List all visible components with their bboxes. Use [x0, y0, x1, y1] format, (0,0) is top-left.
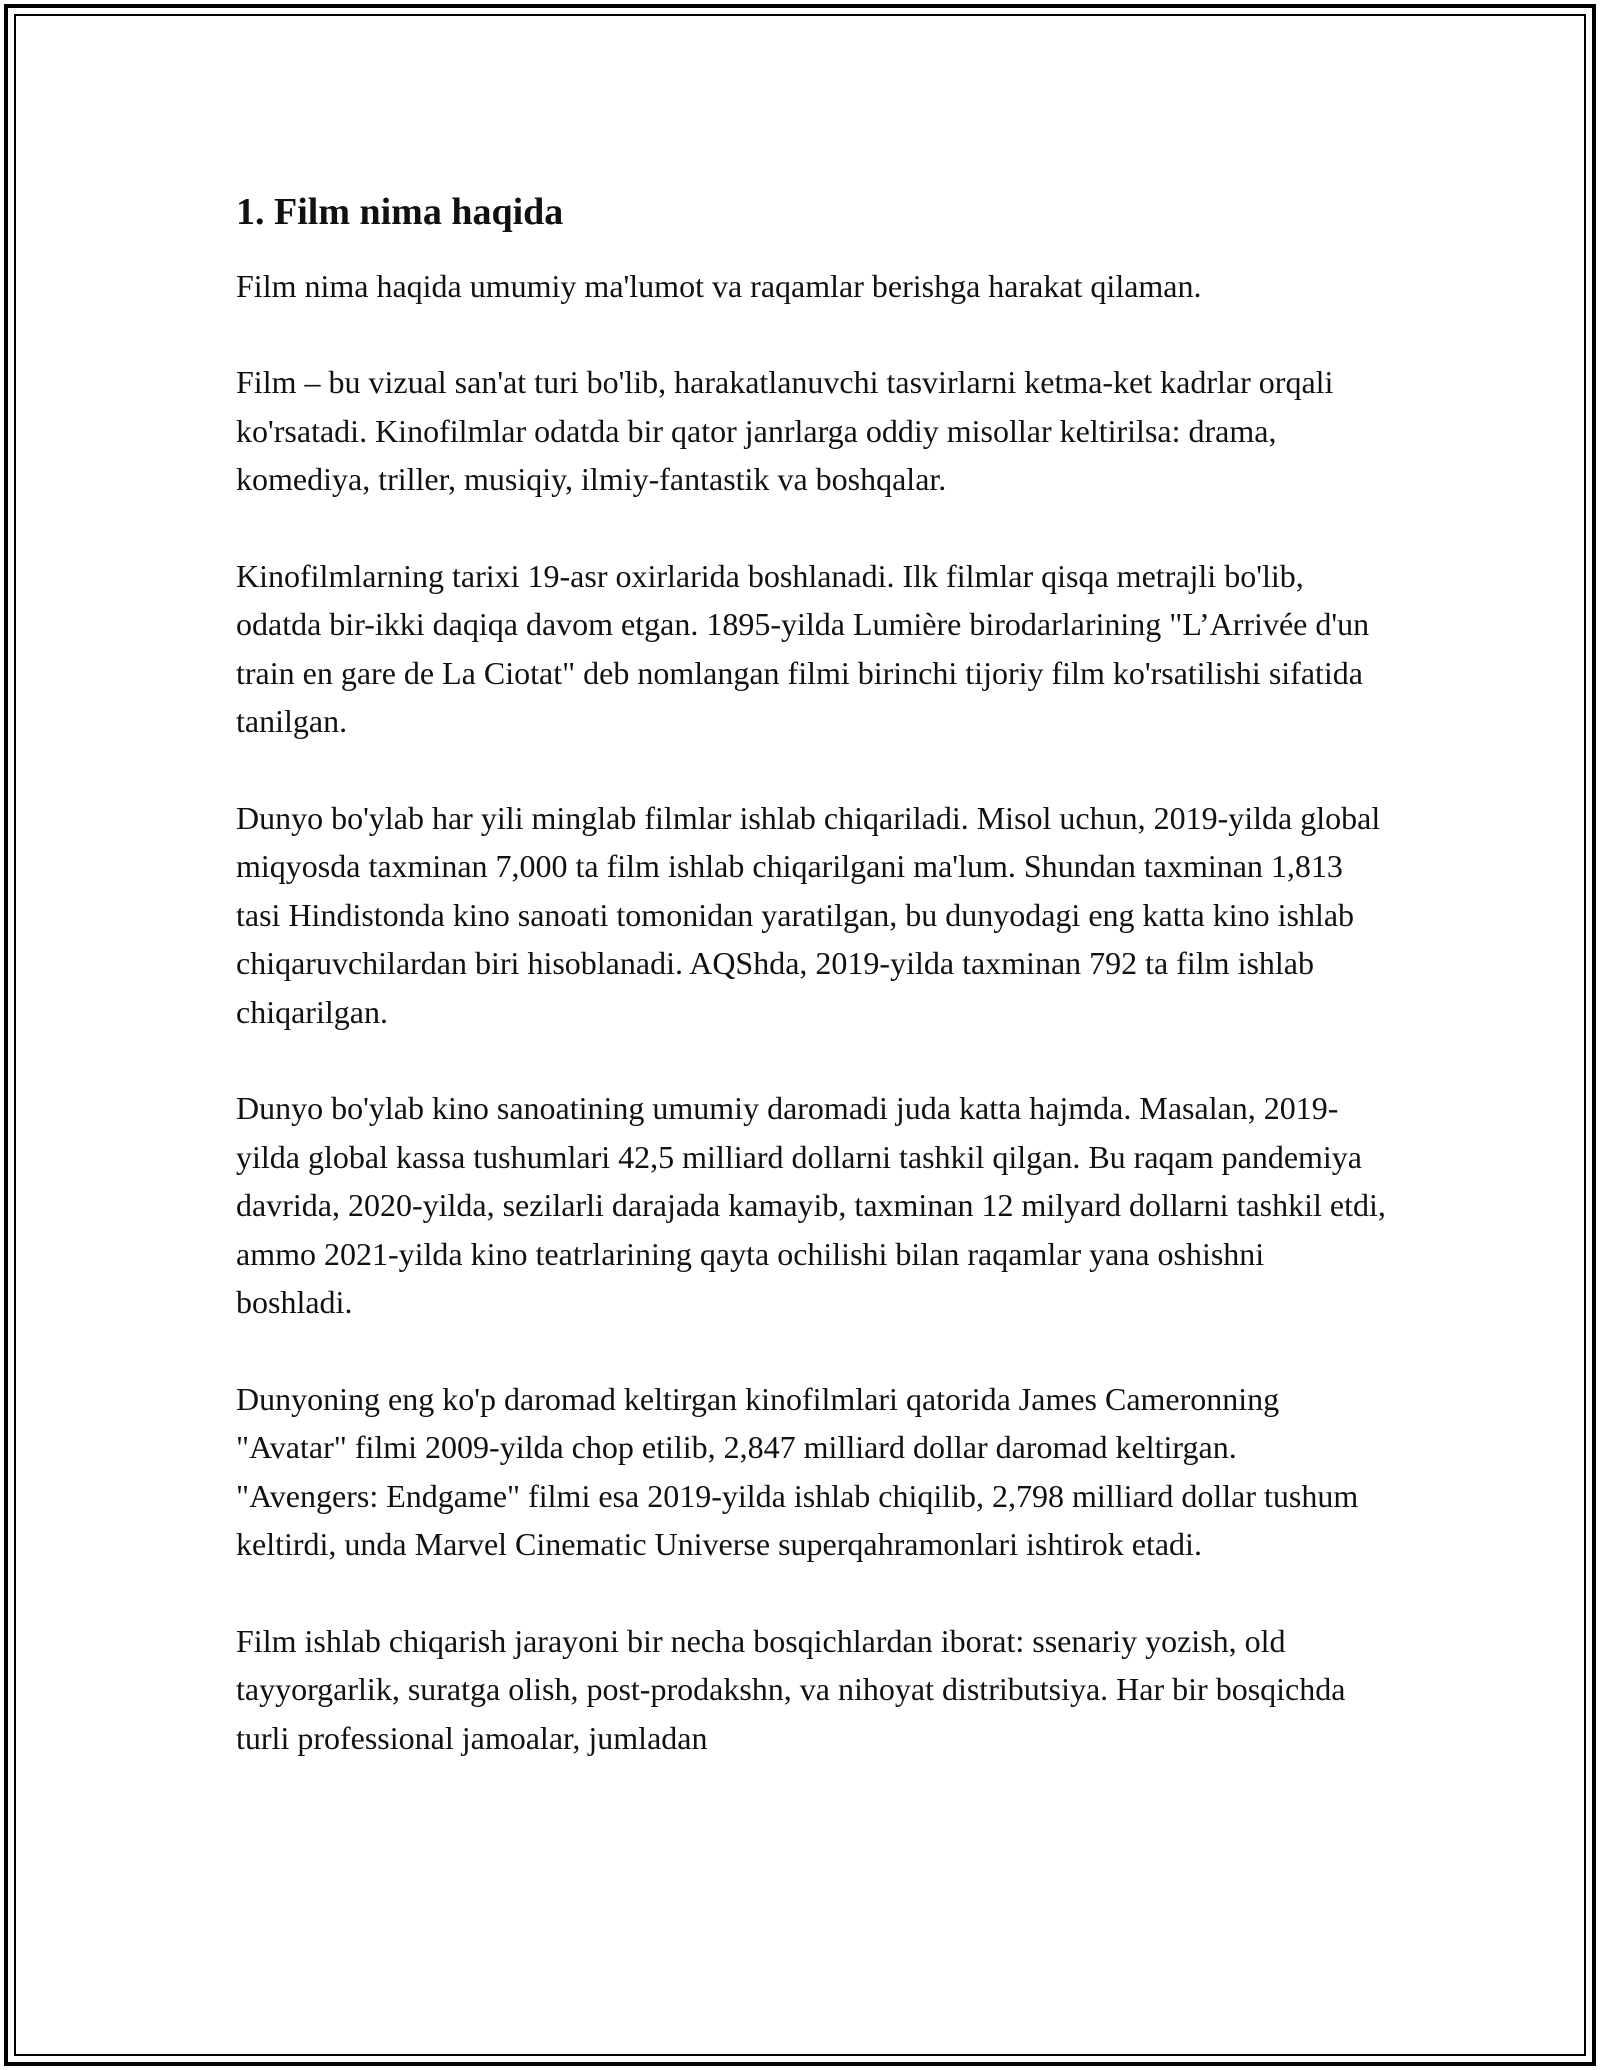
paragraph-production-stats: Dunyo bo'ylab har yili minglab filmlar ishlab chiqariladi. Misol uchun, 2019-yilda global miqyosda taxminan 7,000 ta film ishlab chiqarilgani ma'lum. Shundan taxminan 1,813 tasi Hindistonda kino sanoati tomonidan yaratilgan, bu dunyodagi eng katta kino ishlab chiqaruvchilardan biri hisoblanadi. AQShda, 2019-yilda taxminan 792 ta film ishlab chiqarilgan. — [236, 799, 1381, 1030]
document-body — [236, 180, 1386, 1762]
section-heading: 1. Film nima haqida — [236, 191, 564, 233]
paragraph-production-process: Film ishlab chiqarish jarayoni bir necha bosqichlardan iborat: ssenariy yozish, old tayyorgarlik, suratga olish, post-prodakshn, va nihoyat distributsiya. Har bir bosqichda turli professional jamoalar, jumladan — [236, 1622, 1346, 1756]
paragraph-intro: Film nima haqida umumiy ma'lumot va raqamlar berishga harakat qilaman. — [236, 267, 1202, 304]
paragraph-top-grossing: Dunyoning eng ko'p daromad keltirgan kinofilmlari qatorida James Cameronning "Avatar" filmi 2009-yilda chop etilib, 2,847 milliard dollar daromad keltirgan. "Avengers: Endgame" filmi esa 2019-yilda ishlab chiqilib, 2,798 milliard dollar tushum keltirdi, unda Marvel Cinematic Universe superqahramonlari ishtirok etadi. — [236, 1380, 1359, 1563]
paragraph-definition: Film – bu vizual san'at turi bo'lib, harakatlanuvchi tasvirlarni ketma-ket kadrlar orqali ko'rsatadi. Kinofilmlar odatda bir qator janrlarga oddiy misollar keltirilsa: drama, komediya, triller, musiqiy, ilmiy-fantastik va boshqalar. — [236, 364, 1334, 498]
paragraph-revenue: Dunyo bo'ylab kino sanoatining umumiy daromadi juda katta hajmda. Masalan, 2019-yilda global kassa tushumlari 42,5 milliard dollarni tashkil qilgan. Bu raqam pandemiya davrida, 2020-yilda, sezilarli darajada kamayib, taxminan 12 milyard dollarni tashkil etdi, ammo 2021-yilda kino teatrlarining qayta ochilishi bilan raqamlar yana oshishni boshladi. — [236, 1090, 1386, 1321]
paragraph-history: Kinofilmlarning tarixi 19-asr oxirlarida boshlanadi. Ilk filmlar qisqa metrajli bo'lib, odatda bir-ikki daqiqa davom etgan. 1895-yilda Lumière birodarlarining "L’Arrivée d'un train en gare de La Ciotat" deb nomlangan filmi birinchi tijoriy film ko'rsatilishi sifatida tanilgan. — [236, 557, 1370, 740]
